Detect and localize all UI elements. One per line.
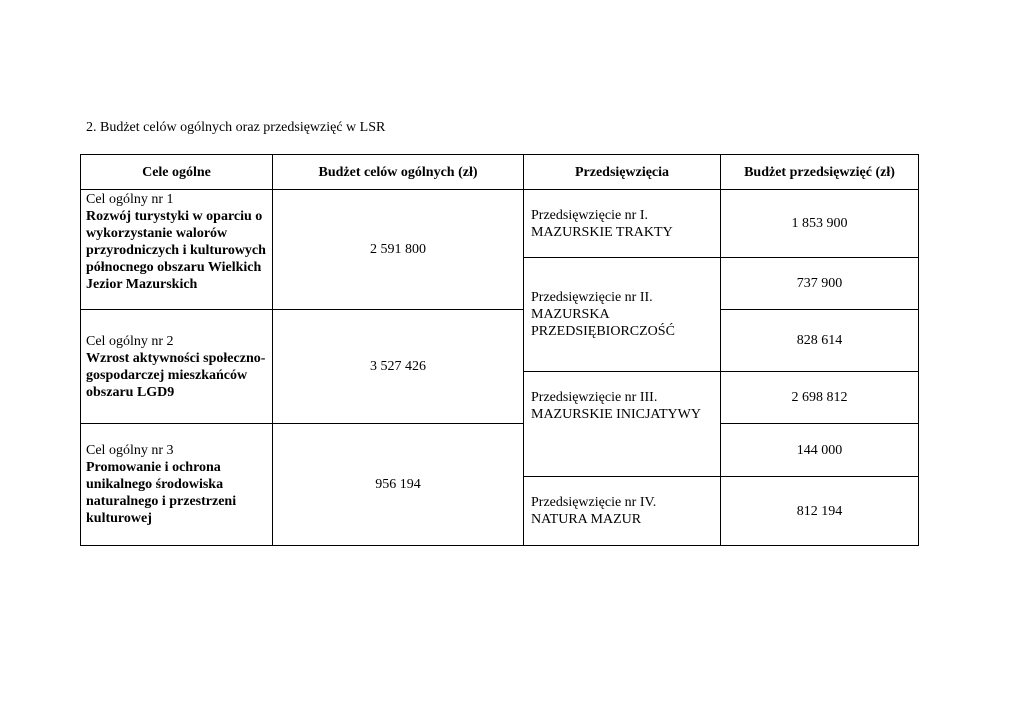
goal-number: Cel ogólny nr 3 <box>86 443 174 458</box>
goal-title: Rozwój turystyki w oparciu o wykorzystanie walorów przyrodniczych i kulturowych północnego obszaru Wielkich Jezior Mazurskich <box>86 209 266 292</box>
header-budzet-celow: Budżet celów ogólnych (zł) <box>273 155 524 190</box>
project-number: Przedsięwzięcie nr I. <box>531 207 648 223</box>
goal-cell-3 <box>81 424 273 546</box>
table-row <box>81 310 919 372</box>
project-cell-3 <box>524 372 721 477</box>
header-cele-ogolne: Cele ogólne <box>81 155 273 190</box>
project-number: Przedsięwzięcie nr II. <box>531 290 653 305</box>
goal-number: Cel ogólny nr 2 <box>86 333 174 349</box>
project-name: NATURA MAZUR <box>531 512 642 527</box>
document-heading: 2. Budżet celów ogólnych oraz przedsięwzięć w LSR <box>86 120 386 135</box>
project-cell-4 <box>524 477 721 546</box>
goal-title: Promowanie i ochrona unikalnego środowiska naturalnego i przestrzeni kulturowej <box>86 460 237 526</box>
project-budget-5: 144 000 <box>721 424 919 477</box>
goal-budget-1: 2 591 800 <box>273 190 524 310</box>
project-name: MAZURSKIE INICJATYWY <box>531 407 701 422</box>
goal-number: Cel ogólny nr 1 <box>86 192 174 207</box>
project-cell-1 <box>524 190 721 258</box>
project-number: Przedsięwzięcie nr IV. <box>531 495 657 510</box>
goal-budget-3: 956 194 <box>273 424 524 546</box>
table-row <box>81 424 919 477</box>
project-cell-2 <box>524 258 721 372</box>
budget-table <box>80 154 919 546</box>
project-budget-2: 737 900 <box>721 258 919 310</box>
goal-title: Wzrost aktywności społeczno-gospodarczej mieszkańców obszaru LGD9 <box>86 350 266 400</box>
goal-cell-2 <box>81 310 273 424</box>
project-budget-4: 2 698 812 <box>721 372 919 424</box>
project-budget-1: 1 853 900 <box>721 190 919 258</box>
goal-budget-2: 3 527 426 <box>273 310 524 424</box>
header-przedsiewziecia: Przedsięwzięcia <box>524 155 721 190</box>
goal-cell-1 <box>81 190 273 310</box>
table-header-row <box>81 155 919 190</box>
project-budget-6: 812 194 <box>721 477 919 546</box>
project-name: MAZURSKIE TRAKTY <box>531 224 673 240</box>
project-budget-3: 828 614 <box>721 310 919 372</box>
table-row <box>81 190 919 258</box>
header-budzet-przedsiewziec: Budżet przedsięwzięć (zł) <box>721 155 919 190</box>
project-name: MAZURSKA PRZEDSIĘBIORCZOŚĆ <box>531 307 675 339</box>
project-number: Przedsięwzięcie nr III. <box>531 390 658 405</box>
